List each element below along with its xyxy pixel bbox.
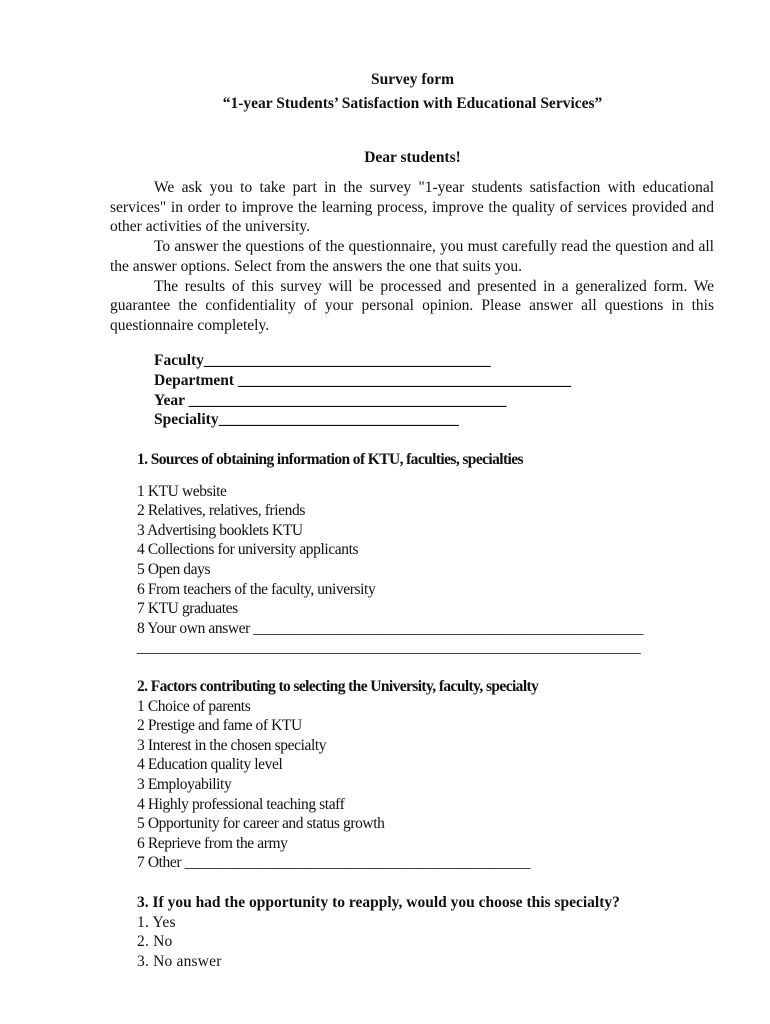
form-subtitle: “1-year Students’ Satisfaction with Educational Services” <box>222 95 603 112</box>
answer-option[interactable]: 7 KTU graduates <box>137 600 238 618</box>
answer-option[interactable]: 5 Open days <box>137 560 211 578</box>
answer-option[interactable]: 3 Employability <box>137 775 232 793</box>
answer-option[interactable]: 1 Choice of parents <box>137 697 251 715</box>
own-answer-continuation[interactable]: _________________________________________________________________ <box>137 639 641 657</box>
faculty-field[interactable]: Faculty_____________________________________ <box>154 352 491 369</box>
own-answer-field[interactable]: 8 Your own answer _____________________________________________________ <box>137 619 643 637</box>
answer-option[interactable]: 3. No answer <box>137 952 222 970</box>
answer-option[interactable]: 4 Collections for university applicants <box>137 541 359 559</box>
department-field[interactable]: Department ___________________________________________ <box>154 371 572 389</box>
year-field[interactable]: Year _________________________________________ <box>154 391 507 409</box>
answer-option[interactable]: 2 Prestige and fame of KTU <box>137 717 302 735</box>
intro-paragraph: We ask you to take part in the survey "1-year students satisfaction with educational services" in order to improve the learning process, improve the quality of services provided and other activities of the university. <box>110 179 714 236</box>
other-answer-field[interactable]: 7 Other _______________________________________________ <box>137 854 531 872</box>
answer-option[interactable]: 5 Opportunity for career and status growth <box>137 815 385 833</box>
answer-option[interactable]: 1. Yes <box>137 913 176 931</box>
answer-option[interactable]: 3 Interest in the chosen specialty <box>137 736 327 754</box>
form-title: Survey form <box>370 71 455 88</box>
answer-option[interactable]: 6 Reprieve from the army <box>137 834 288 852</box>
intro-paragraph: The results of this survey will be processed and presented in a generalized form. We guarantee the confidentiality of your personal opinion. Please answer all questions in this questionnaire completely. <box>110 277 714 334</box>
answer-option[interactable]: 6 From teachers of the faculty, university <box>137 580 376 598</box>
answer-option[interactable]: 2 Relatives, relatives, friends <box>137 502 305 520</box>
question-1-title: 1. Sources of obtaining information of KTU, faculties, specialties <box>137 451 523 468</box>
answer-option[interactable]: 2. No <box>137 933 173 951</box>
question-3 <box>137 893 620 971</box>
intro-text <box>110 178 714 336</box>
answer-option[interactable]: 3 Advertising booklets KTU <box>137 521 303 539</box>
speciality-field[interactable]: Speciality_______________________________ <box>154 411 459 429</box>
question-1 <box>137 450 643 658</box>
question-2-title: 2. Factors contributing to selecting the University, faculty, specialty <box>137 678 539 695</box>
intro-paragraph: To answer the questions of the questionnaire, you must carefully read the question and all the answer options. Select from the answers the one that suits you. <box>110 238 714 275</box>
question-3-title: 3. If you had the opportunity to reapply, would you choose this specialty? <box>137 894 620 911</box>
greeting: Dear students! <box>364 149 461 166</box>
respondent-fields <box>154 351 571 430</box>
answer-option[interactable]: 4 Highly professional teaching staff <box>137 795 345 813</box>
answer-option[interactable]: 1 KTU website <box>137 482 227 500</box>
question-2 <box>137 677 538 873</box>
answer-option[interactable]: 4 Education quality level <box>137 756 283 774</box>
